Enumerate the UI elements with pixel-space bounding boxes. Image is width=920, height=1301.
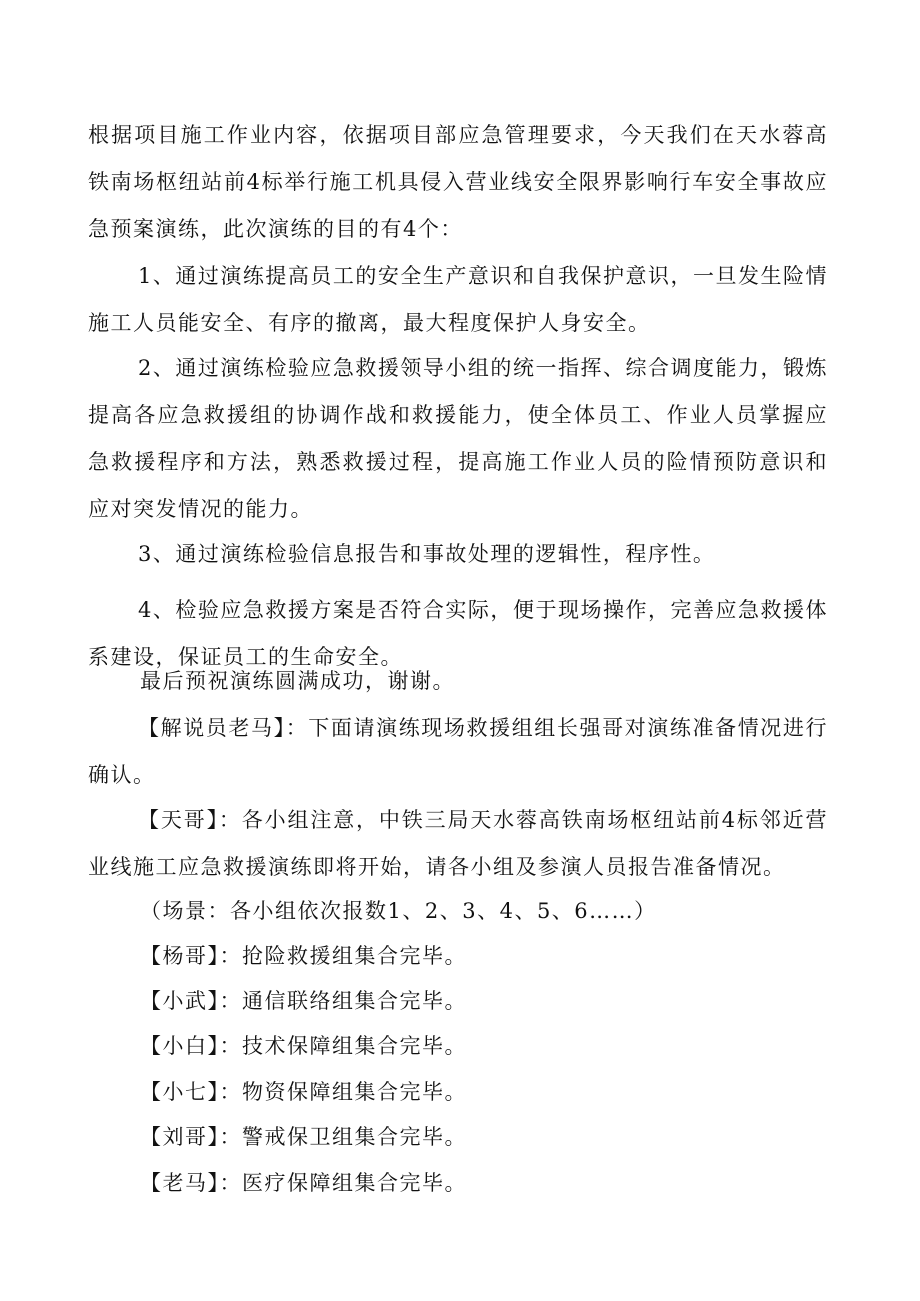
paragraph-purpose-1: 1、通过演练提高员工的安全生产意识和自我保护意识，一旦发生险情施工人员能安全、有序的撤离，最大程度保护人身安全。 [88,264,828,335]
paragraph-intro: 根据项目施工作业内容，依据项目部应急管理要求，今天我们在天水蓉高铁南场枢纽站前4标举行施工机具侵入营业线安全限界影响行车安全事故应急预案演练，此次演练的目的有4个： [88,123,828,241]
dialogue-xiaobai: 【小白】：技术保障组集合完毕。 [140,1034,467,1058]
dialogue-laoma: 【老马】：医疗保障组集合完毕。 [140,1171,467,1195]
paragraph-narrator: 【解说员老马】：下面请演练现场救援组组长强哥对演练准备情况进行确认。 [88,716,828,787]
dialogue-yangge: 【杨哥】：抢险救援组集合完毕。 [140,944,467,968]
dialogue-liuge: 【刘哥】：警戒保卫组集合完毕。 [140,1125,467,1149]
paragraph-closing: 最后预祝演练圆满成功，谢谢。 [140,669,455,693]
dialogue-xiaoqi: 【小七】：物资保障组集合完毕。 [140,1080,467,1104]
paragraph-scene: （场景：各小组依次报数1、2、3、4、5、6……） [140,899,657,923]
paragraph-purpose-3: 3、通过演练检验信息报告和事故处理的逻辑性，程序性。 [138,542,716,566]
paragraph-purpose-2: 2、通过演练检验应急救援领导小组的统一指挥、综合调度能力，锻炼提高各应急救援组的协调作战和救援能力，使全体员工、作业人员掌握应急救援程序和方法，熟悉救援过程，提高施工作业人员的险情预防意识和应对突发情况的能力。 [88,356,828,521]
paragraph-tiange: 【天哥】：各小组注意，中铁三局天水蓉高铁南场枢纽站前4标邻近营业线施工应急救援演练即将开始，请各小组及参演人员报告准备情况。 [88,808,828,879]
paragraph-purpose-4: 4、检验应急救援方案是否符合实际，便于现场操作，完善应急救援体系建设，保证员工的生命安全。 [88,598,828,669]
dialogue-xiaowu: 【小武】：通信联络组集合完毕。 [140,989,467,1013]
